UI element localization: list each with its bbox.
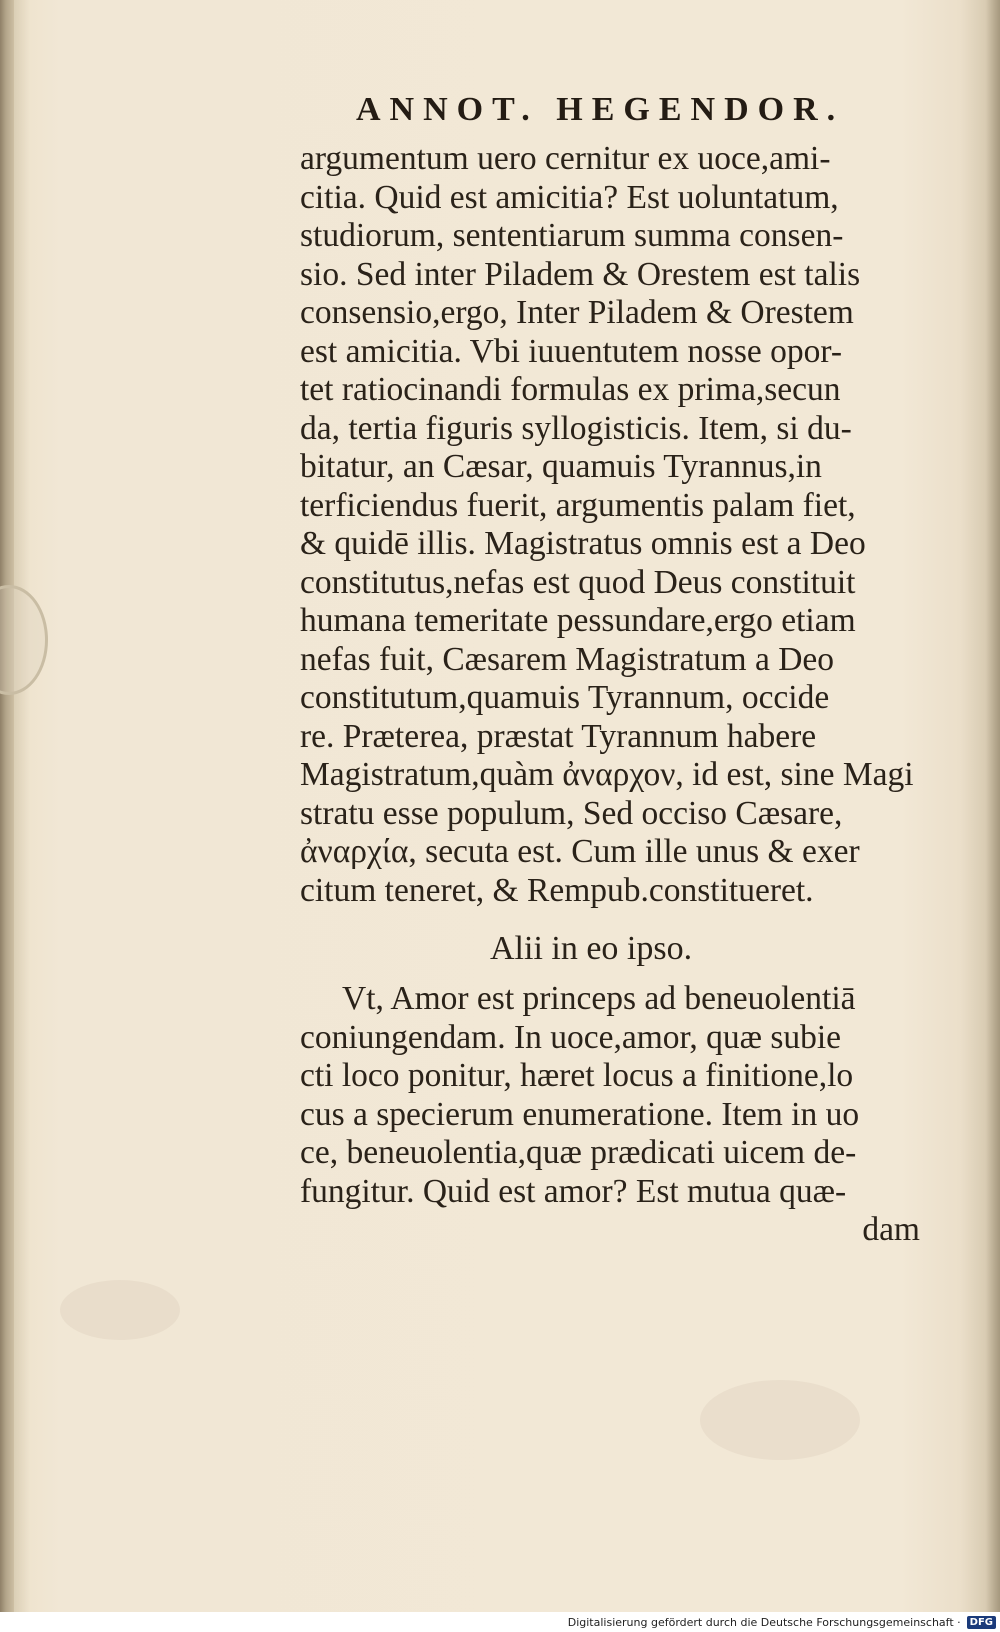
text-line: ce, beneuolentia,quæ prædicati uicem de- <box>300 1134 857 1171</box>
text-line: cus a specierum enumeratione. Item in uo <box>300 1095 860 1133</box>
catchword: dam <box>862 1211 920 1248</box>
text-line: est amicitia. Vbi iuuentutem nosse opor- <box>300 332 843 370</box>
text-line: constitutus,nefas est quod Deus constituit <box>300 563 856 601</box>
book-gutter <box>0 0 14 1612</box>
text-line: argumentum uero cernitur ex uoce,ami- <box>300 140 831 177</box>
running-head: ANNOT. HEGENDOR. <box>356 91 845 128</box>
text-line: terficiendus fuerit, argumentis palam fiet, <box>300 486 856 524</box>
text-line: nefas fuit, Cæsarem Magistratum a Deo <box>300 640 835 678</box>
paragraph-main <box>300 140 960 910</box>
section-subheading: Alii in eo ipso. <box>490 930 693 967</box>
text-line: sio. Sed inter Piladem & Orestem est talis <box>300 255 861 293</box>
text-line: Vt, Amor est princeps ad beneuolentiā <box>342 980 856 1017</box>
paper-stain <box>60 1280 180 1340</box>
text-line: ἀναρχία, secuta est. Cum ille unus & exer <box>300 833 860 870</box>
text-line: citum teneret, & Rempub.constitueret. <box>300 871 814 909</box>
paragraph-second <box>300 980 960 1211</box>
digitization-footer <box>0 1612 1000 1632</box>
page-text-block <box>300 88 960 1250</box>
text-line: humana temeritate pessundare,ergo etiam <box>300 602 856 639</box>
text-line: da, tertia figuris syllogisticis. Item, si du- <box>300 409 852 447</box>
text-line: tet ratiocinandi formulas ex prima,secun <box>300 371 841 408</box>
paper-stain <box>700 1380 860 1460</box>
text-line: cti loco ponitur, hæret locus a finitione,lo <box>300 1057 854 1094</box>
text-line: studiorum, sententiarum summa consen- <box>300 217 844 254</box>
text-line: coniungendam. In uoce,amor, quæ subie <box>300 1018 842 1056</box>
text-line: fungitur. Quid est amor? Est mutua quæ- <box>300 1172 847 1210</box>
footer-credit: Digitalisierung gefördert durch die Deutsche Forschungsgemeinschaft · <box>567 1615 961 1629</box>
page-edge-shade <box>986 0 1000 1612</box>
book-clasp <box>0 585 48 695</box>
text-line: bitatur, an Cæsar, quamuis Tyrannus,in <box>300 448 822 485</box>
text-line: citia. Quid est amicitia? Est uoluntatum, <box>300 178 839 216</box>
text-line: constitutum,quamuis Tyrannum, occide <box>300 679 830 716</box>
dfg-logo-icon: DFG <box>967 1616 996 1629</box>
text-line: re. Præterea, præstat Tyrannum habere <box>300 717 817 755</box>
text-line: stratu esse populum, Sed occiso Cæsare, <box>300 794 843 832</box>
text-line: & quidē illis. Magistratus omnis est a Deo <box>300 525 866 562</box>
text-line: Magistratum,quàm ἀναρχον, id est, sine Magi <box>300 756 914 793</box>
text-line: consensio,ergo, Inter Piladem & Orestem <box>300 294 854 331</box>
